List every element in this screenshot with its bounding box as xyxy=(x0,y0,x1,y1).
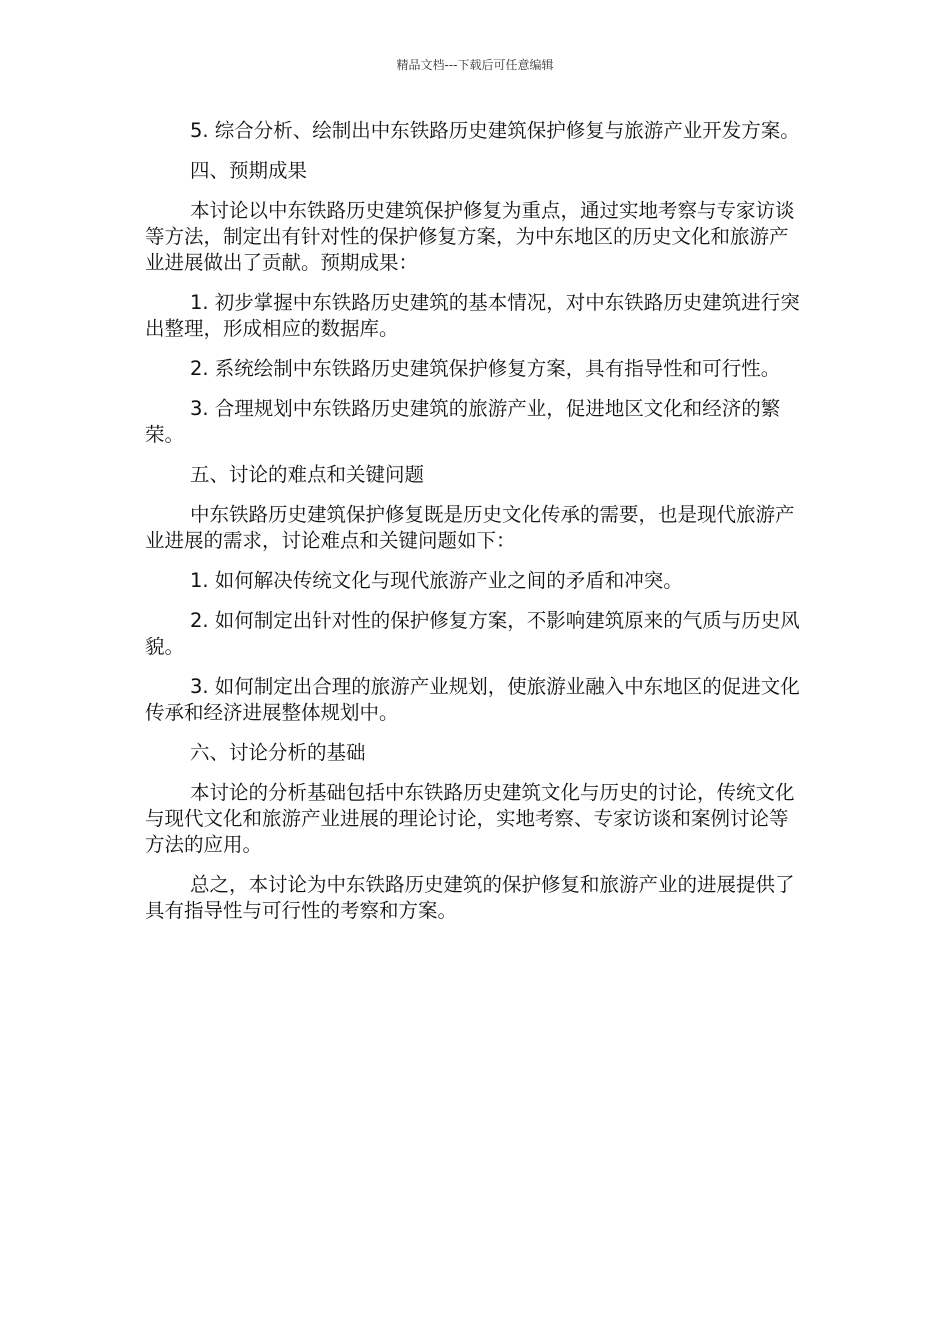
paragraph-result-2: 2. 系统绘制中东铁路历史建筑保护修复方案，具有指导性和可行性。 xyxy=(190,357,781,380)
paragraph-conclusion: 总之，本讨论为中东铁路历史建筑的保护修复和旅游产业的进展提供了具有指导性与可行性的考察和方案。 xyxy=(145,873,795,922)
document-body xyxy=(145,118,807,938)
section-heading-analysis-basis: 六、讨论分析的基础 xyxy=(190,741,366,764)
paragraph-difficulty-1: 1. 如何解决传统文化与现代旅游产业之间的矛盾和冲突。 xyxy=(190,569,683,592)
paragraph-result-3: 3. 合理规划中东铁路历史建筑的旅游产业，促进地区文化和经济的繁荣。 xyxy=(145,397,781,446)
paragraph-difficulty-2: 2. 如何制定出针对性的保护修复方案，不影响建筑原来的气质与历史风貌。 xyxy=(145,609,800,658)
paragraph-difficulties-intro: 中东铁路历史建筑保护修复既是历史文化传承的需要，也是现代旅游产业进展的需求，讨论难点和关键问题如下： xyxy=(145,503,795,552)
paragraph-expected-results-intro: 本讨论以中东铁路历史建筑保护修复为重点，通过实地考察与专家访谈等方法，制定出有针对性的保护修复方案，为中东地区的历史文化和旅游产业进展做出了贡献。预期成果： xyxy=(145,199,795,274)
paragraph-analysis-step-5: 5. 综合分析、绘制出中东铁路历史建筑保护修复与旅游产业开发方案。 xyxy=(190,119,800,142)
paragraph-analysis-basis: 本讨论的分析基础包括中东铁路历史建筑文化与历史的讨论，传统文化与现代文化和旅游产业进展的理论讨论，实地考察、专家访谈和案例讨论等方法的应用。 xyxy=(145,781,795,856)
page-header: 精品文档---下载后可任意编辑 xyxy=(396,58,554,72)
paragraph-difficulty-3: 3. 如何制定出合理的旅游产业规划，使旅游业融入中东地区的促进文化传承和经济进展整体规划中。 xyxy=(145,675,800,724)
paragraph-result-1: 1. 初步掌握中东铁路历史建筑的基本情况，对中东铁路历史建筑进行突出整理，形成相应的数据库。 xyxy=(145,291,800,340)
section-heading-difficulties: 五、讨论的难点和关键问题 xyxy=(190,463,425,486)
section-heading-expected-results: 四、预期成果 xyxy=(190,159,308,182)
